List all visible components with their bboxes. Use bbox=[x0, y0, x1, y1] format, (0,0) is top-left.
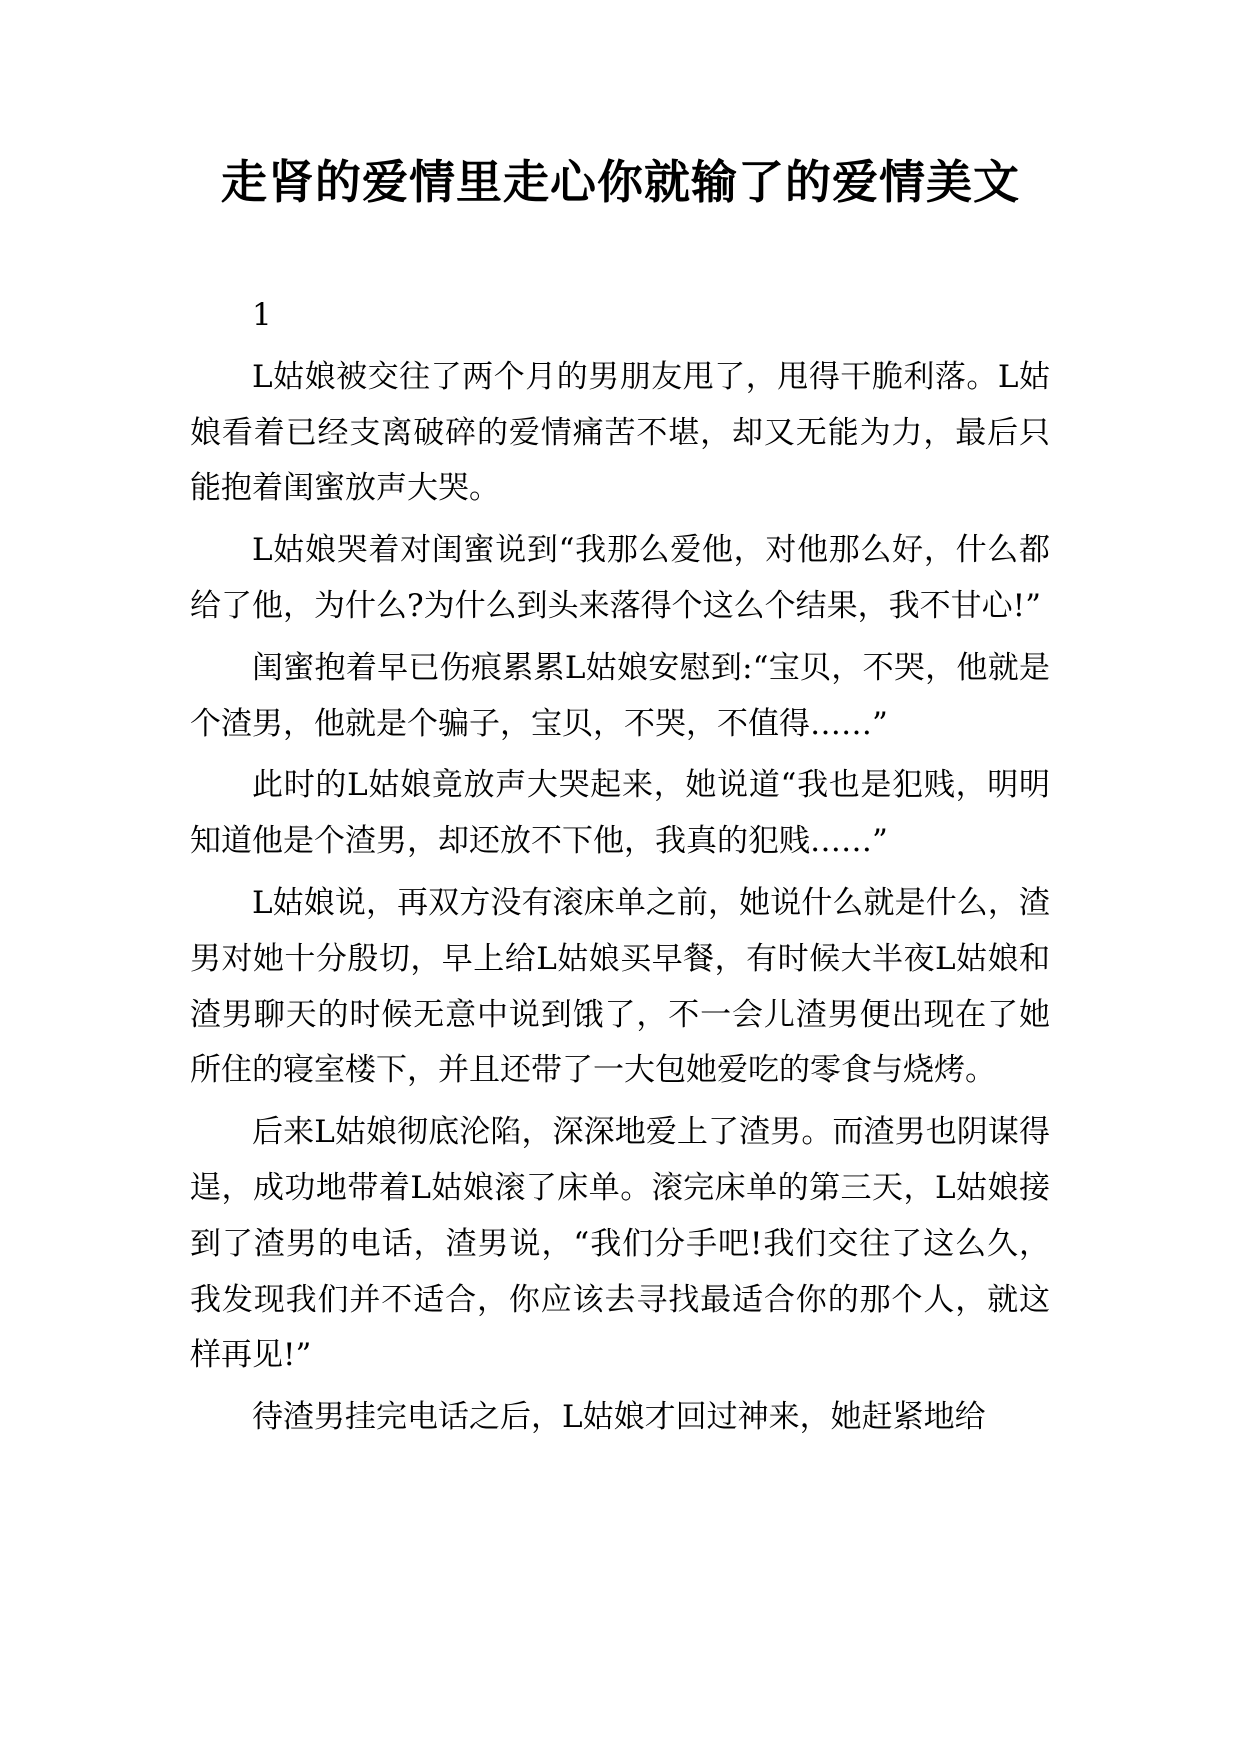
paragraph: L姑娘哭着对闺蜜说到“我那么爱他，对他那么好，什么都给了他，为什么?为什么到头来落得个这么个结果，我不甘心!” bbox=[190, 532, 1050, 624]
section-number: 1 bbox=[252, 297, 272, 333]
paragraph: L姑娘说，再双方没有滚床单之前，她说什么就是什么，渣男对她十分殷切，早上给L姑娘买早餐，有时候大半夜L姑娘和渣男聊天的时候无意中说到饿了，不一会儿渣男便出现在了她所住的寝室楼下，并且还带了一大包她爱吃的零食与烧烤。 bbox=[190, 884, 1050, 1089]
paragraph: 后来L姑娘彻底沦陷，深深地爱上了渣男。而渣男也阴谋得逞，成功地带着L姑娘滚了床单。滚完床单的第三天，L姑娘接到了渣男的电话，渣男说，“我们分手吧!我们交往了这么久，我发现我们并不适合，你应该去寻找最适合你的那个人，就这样再见!” bbox=[190, 1114, 1050, 1374]
document-title: 走肾的爱情里走心你就输了的爱情美文 bbox=[221, 155, 1020, 209]
paragraph: 闺蜜抱着早已伤痕累累L姑娘安慰到:“宝贝，不哭，他就是个渣男，他就是个骗子，宝贝，不哭，不值得……” bbox=[190, 649, 1050, 742]
paragraph: L姑娘被交往了两个月的男朋友甩了，甩得干脆利落。L姑娘看着已经支离破碎的爱情痛苦不堪，却又无能为力，最后只能抱着闺蜜放声大哭。 bbox=[190, 358, 1050, 507]
paragraph: 此时的L姑娘竟放声大哭起来，她说道“我也是犯贱，明明知道他是个渣男，却还放不下他，我真的犯贱……” bbox=[190, 767, 1050, 860]
paragraph: 待渣男挂完电话之后，L姑娘才回过神来，她赶紧地给 bbox=[252, 1399, 986, 1436]
document-body bbox=[190, 288, 1050, 1452]
